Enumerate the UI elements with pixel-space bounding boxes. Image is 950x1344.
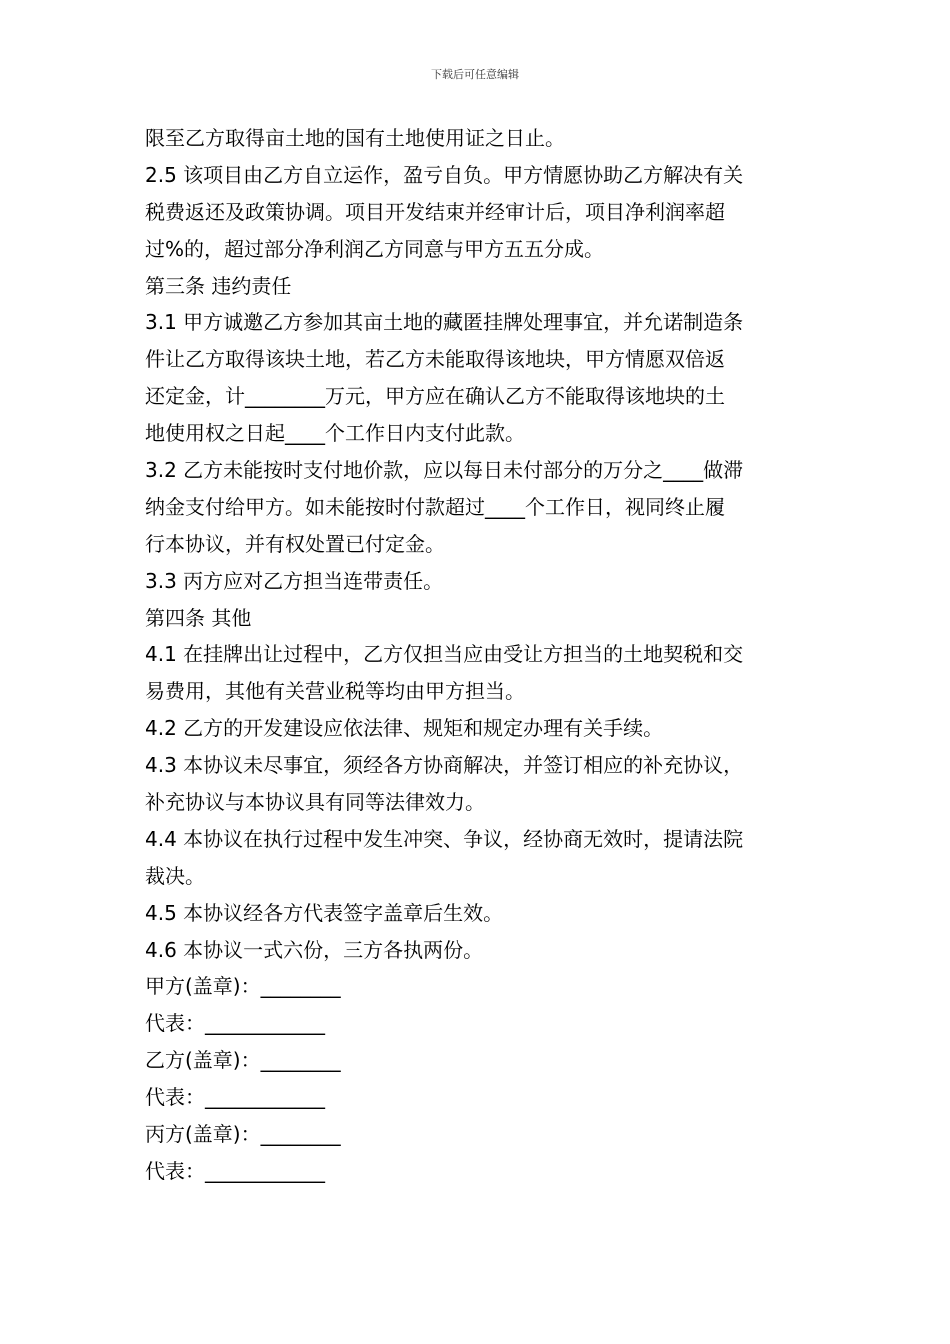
text-line: 过%的，超过部分净利润乙方同意与甲方五五分成。 (145, 236, 605, 261)
clause-4-5-line: 4.5 本协议经各方代表签字盖章后生效。 (145, 900, 504, 925)
clause-3-1-line: 3.1 甲方诚邀乙方参加其亩土地的藏匿挂牌处理事宜，并允诺制造条 (145, 310, 744, 335)
party-b-representative-line: 代表：____________ (145, 1085, 325, 1110)
text-line: 件让乙方取得该块土地，若乙方未能取得该地块，甲方情愿双倍返 (145, 347, 725, 372)
text-line: 税费返还及政策协调。项目开发结束并经审计后，项目净利润率超 (145, 199, 725, 224)
party-a-seal-line: 甲方(盖章)：________ (145, 974, 341, 999)
clause-4-4-line: 4.4 本协议在执行过程中发生冲突、争议，经协商无效时，提请法院 (145, 826, 744, 851)
text-line: 裁决。 (145, 863, 205, 888)
page-header: 下载后可任意编辑 (431, 68, 519, 81)
clause-4-2-line: 4.2 乙方的开发建设应依法律、规矩和规定办理有关手续。 (145, 716, 664, 741)
party-c-representative-line: 代表：____________ (145, 1158, 325, 1183)
clause-3-2-line: 3.2 乙方未能按时支付地价款，应以每日未付部分的万分之____做滞 (145, 458, 744, 483)
party-b-seal-line: 乙方(盖章)：________ (145, 1048, 341, 1073)
text-line: 还定金，计________万元，甲方应在确认乙方不能取得该地块的土 (145, 384, 725, 409)
text-line: 地使用权之日起____个工作日内支付此款。 (145, 421, 525, 446)
party-a-representative-line: 代表：____________ (145, 1011, 325, 1036)
clause-4-1-line: 4.1 在挂牌出让过程中，乙方仅担当应由受让方担当的土地契税和交 (145, 642, 744, 667)
article-3-heading: 第三条 违约责任 (145, 273, 292, 298)
text-line: 纳金支付给甲方。如未能按时付款超过____个工作日，视同终止履 (145, 494, 725, 519)
clause-3-3-line: 3.3 丙方应对乙方担当连带责任。 (145, 568, 444, 593)
contract-body (145, 120, 815, 1190)
text-line: 行本协议，并有权处置已付定金。 (145, 531, 445, 556)
clause-4-6-line: 4.6 本协议一式六份，三方各执两份。 (145, 937, 484, 962)
text-line: 限至乙方取得亩土地的国有土地使用证之日止。 (145, 126, 565, 150)
clause-4-3-line: 4.3 本协议未尽事宜，须经各方协商解决，并签订相应的补充协议， (145, 753, 744, 778)
article-4-heading: 第四条 其他 (145, 605, 252, 630)
text-line: 补充协议与本协议具有同等法律效力。 (145, 790, 485, 815)
party-c-seal-line: 丙方(盖章)：________ (145, 1122, 341, 1147)
text-line: 易费用，其他有关营业税等均由甲方担当。 (145, 679, 525, 704)
clause-2-5-line: 2.5 该项目由乙方自立运作，盈亏自负。甲方情愿协助乙方解决有关 (145, 162, 744, 187)
